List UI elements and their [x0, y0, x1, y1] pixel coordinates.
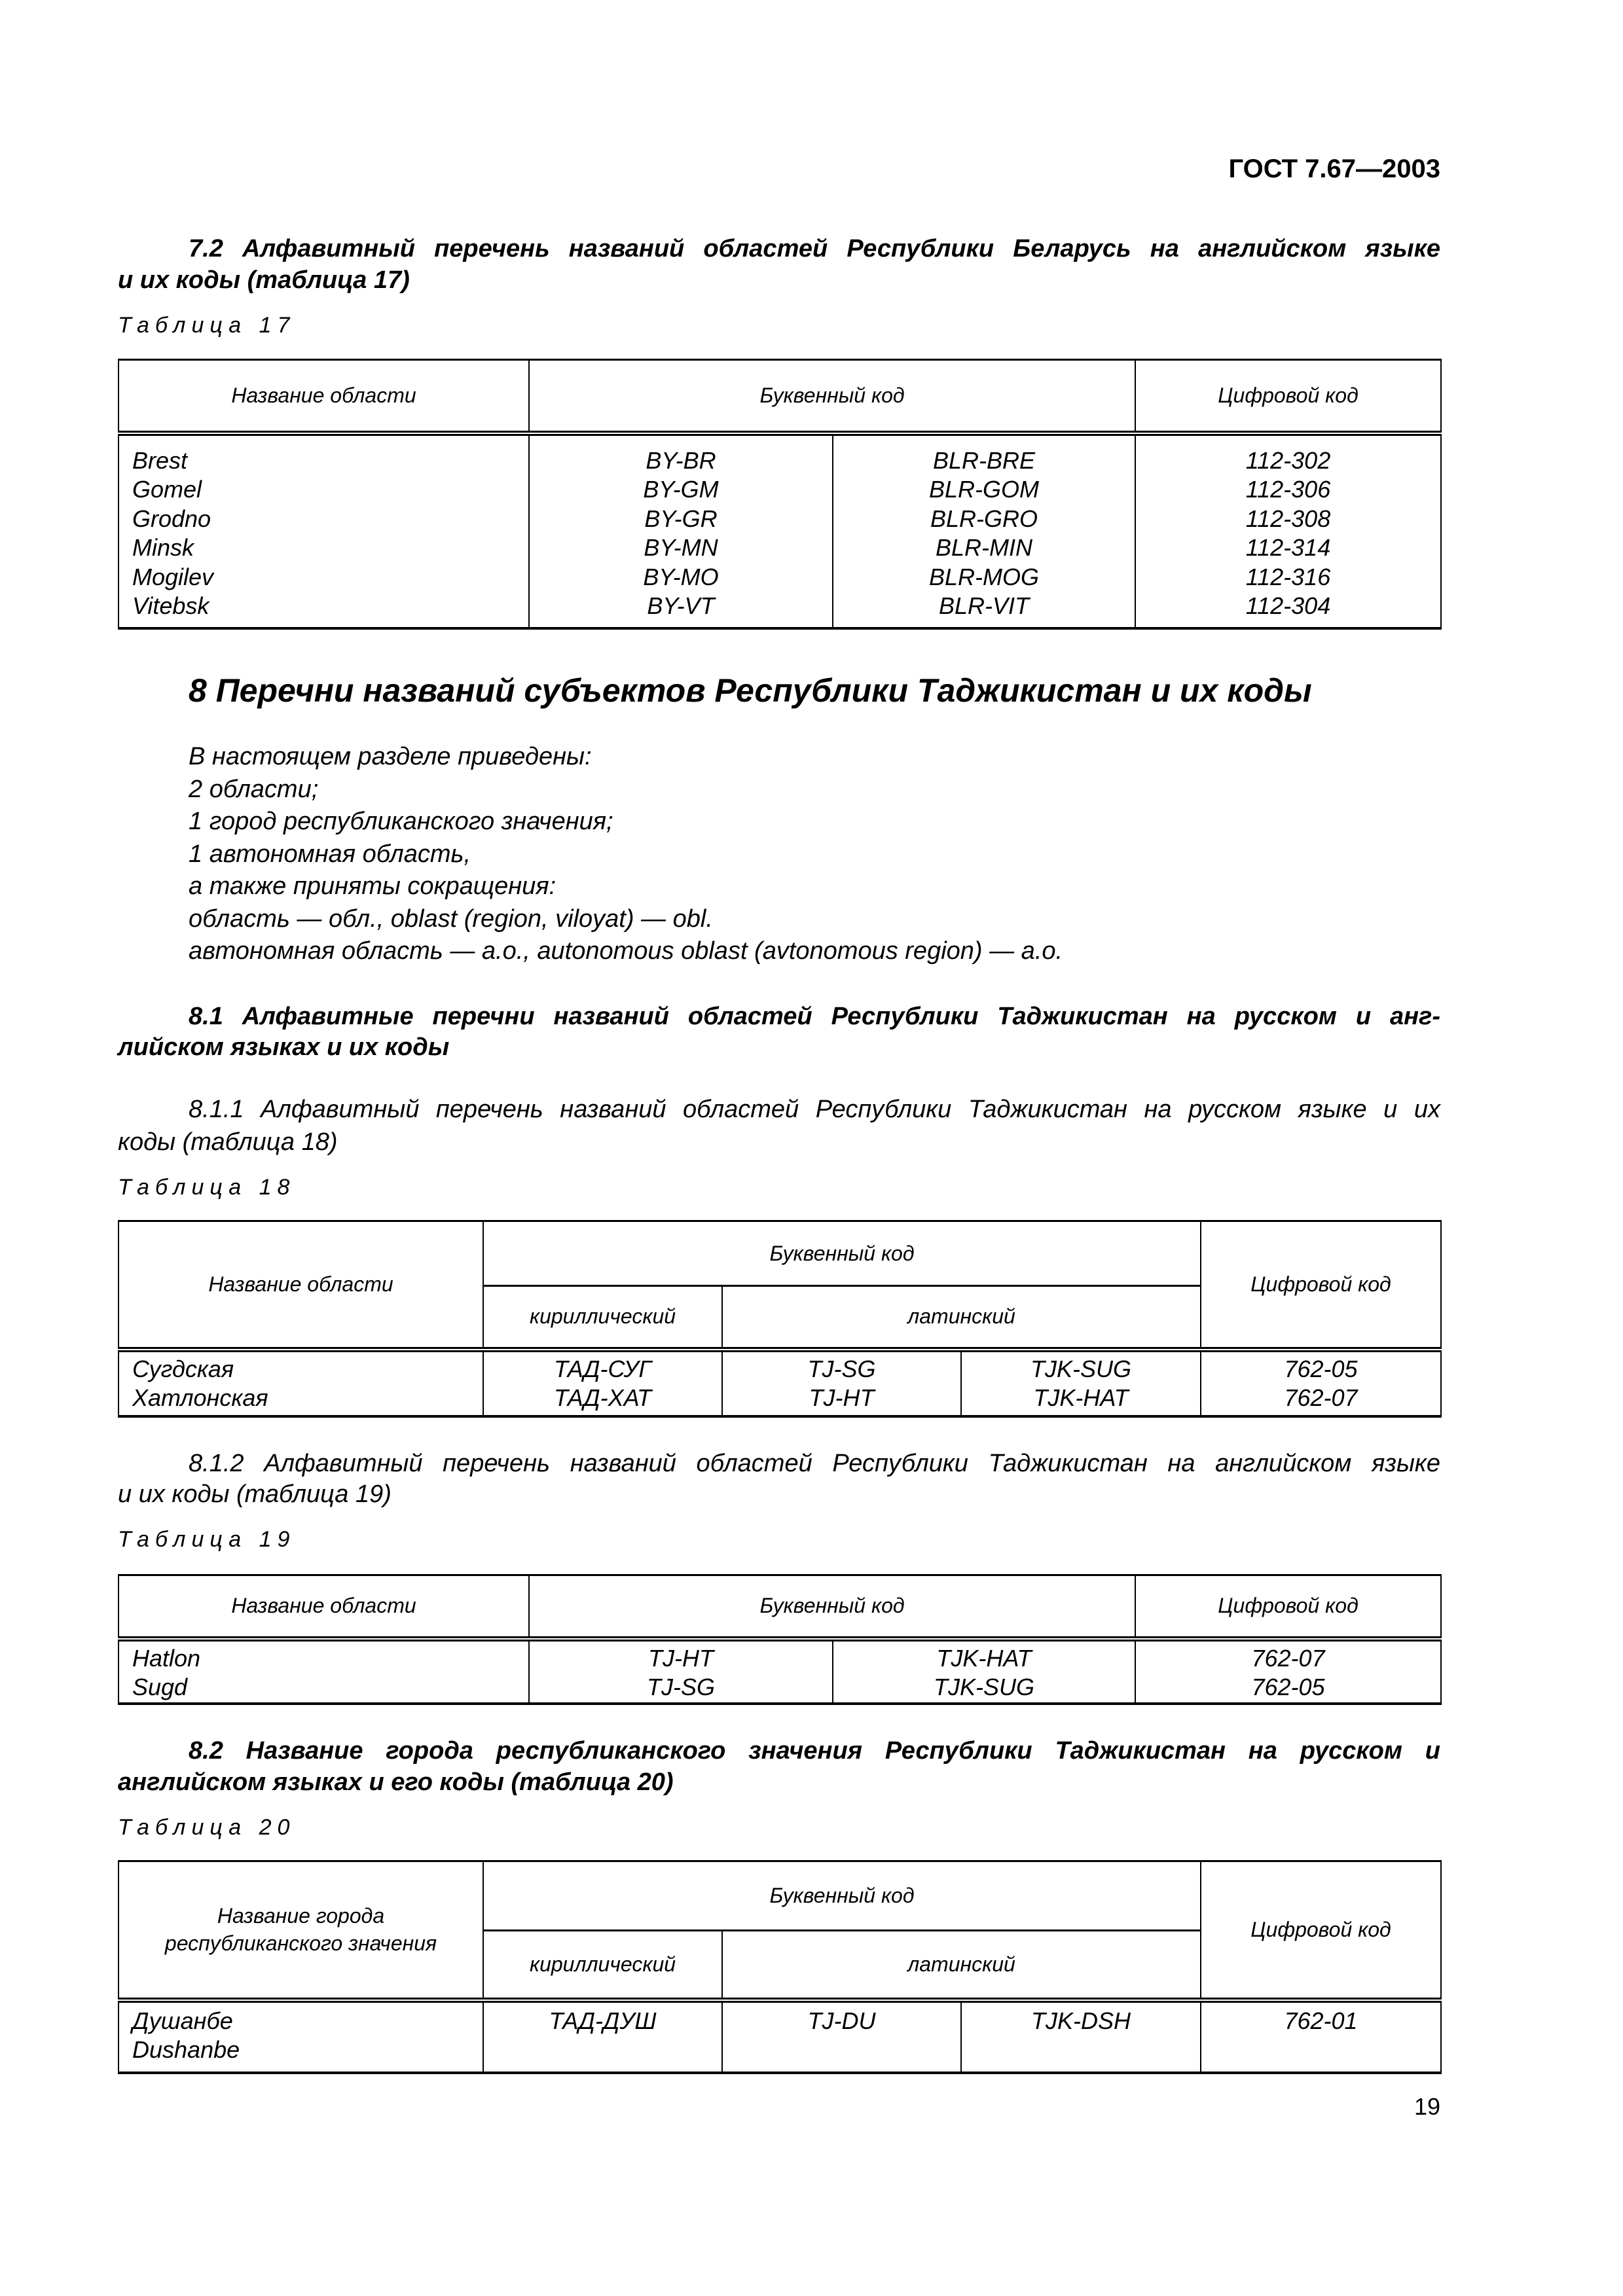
list-line: ТАД-ДУШ — [549, 2007, 657, 2034]
list-line: В настоящем разделе приведены: — [189, 743, 592, 770]
column-alpha3-codes — [961, 2000, 1201, 2073]
header-city-name-line2: республиканского значения — [164, 1931, 437, 1956]
list-line: Grodno — [132, 505, 211, 532]
section-8-1-1-line2: коды (таблица 18) — [118, 1128, 338, 1156]
list-line: Хатлонская — [132, 1384, 268, 1411]
list-line: а также приняты сокращения: — [189, 872, 556, 900]
list-line: BY-GR — [644, 505, 718, 532]
list-line: 762-01 — [1284, 2007, 1358, 2034]
list-line: автономная область — а.о., autonomous oblast (avtonomous region) — a.o. — [189, 937, 1063, 965]
list-line: TJ-DU — [807, 2007, 876, 2034]
column-alpha3-codes — [961, 1350, 1201, 1416]
column-cyrillic-codes — [483, 2000, 722, 2073]
list-line: ТАД-ХАТ — [554, 1384, 651, 1411]
section-8-1-1-line1: 8.1.1 Алфавитный перечень названий областей Республики Таджикистан на русском языке и их — [189, 1096, 1440, 1123]
list-line: TJK-HAT — [936, 1644, 1032, 1672]
header-region-name: Название области — [119, 360, 529, 433]
section-7-2-heading-line1: 7.2 Алфавитный перечень названий областей Республики Беларусь на английском языке — [189, 235, 1440, 262]
header-latin: латинский — [722, 1931, 1201, 2000]
header-latin: латинский — [722, 1286, 1201, 1350]
column-region-names — [119, 433, 529, 628]
list-line: Sugd — [132, 1674, 188, 1700]
list-line: BLR-VIT — [938, 592, 1030, 619]
section-8-1-2-line1: 8.1.2 Алфавитный перечень названий областей Республики Таджикистан на английском языке — [189, 1450, 1440, 1477]
list-line: 112-302 — [1245, 446, 1331, 474]
header-letter-code: Буквенный код — [529, 360, 1135, 433]
table-18 — [118, 1220, 1442, 1418]
list-line: BLR-GRO — [930, 505, 1038, 532]
list-line: Brest — [132, 446, 188, 474]
table-18-caption: Таблица 18 — [118, 1175, 296, 1200]
header-letter-code: Буквенный код — [529, 1575, 1135, 1639]
column-digital-codes — [1135, 433, 1441, 628]
column-region-names — [119, 1350, 483, 1416]
column-digital-codes — [1201, 1350, 1441, 1416]
list-line: Dushanbe — [132, 2036, 240, 2063]
list-line: BLR-MOG — [929, 563, 1040, 590]
table-20 — [118, 1860, 1442, 2074]
list-line: BY-VT — [647, 592, 715, 619]
list-line: BY-BR — [646, 446, 716, 474]
list-line: 112-308 — [1245, 505, 1331, 532]
table-20-caption: Таблица 20 — [118, 1815, 296, 1840]
list-line: Vitebsk — [132, 592, 210, 619]
list-line: BLR-BRE — [932, 446, 1036, 474]
list-line: 112-314 — [1245, 534, 1331, 561]
list-line: 762-07 — [1284, 1384, 1358, 1411]
list-line: TJ-SG — [647, 1674, 715, 1700]
column-alpha2-codes — [722, 2000, 961, 2073]
list-line: 112-316 — [1245, 563, 1331, 590]
list-line: TJ-HT — [809, 1384, 875, 1411]
section-8-2-heading-line1: 8.2 Название города республиканского значения Республики Таджикистан на русском и — [189, 1737, 1440, 1765]
column-digital-codes — [1201, 2000, 1441, 2073]
header-digital-code: Цифровой код — [1201, 1861, 1441, 2000]
list-line: Mogilev — [132, 563, 214, 590]
list-line: Душанбе — [132, 2007, 233, 2034]
list-line: область — обл., oblast (region, viloyat) — obl. — [189, 905, 713, 933]
list-line: BY-GM — [643, 476, 719, 503]
list-line: 112-306 — [1245, 476, 1331, 503]
list-line: TJK-SUG — [1030, 1355, 1131, 1382]
column-region-names — [119, 1639, 529, 1704]
list-line: 2 области; — [189, 775, 319, 803]
list-line: Gomel — [132, 476, 202, 503]
section-8-title: 8 Перечни названий субъектов Республики Таджикистан и их коды — [189, 672, 1312, 709]
list-line: TJK-SUG — [934, 1674, 1035, 1700]
list-line: 762-07 — [1251, 1644, 1325, 1672]
section-8-intro — [189, 741, 1063, 968]
list-line: 1 город республиканского значения; — [189, 808, 613, 835]
table-19-caption: Таблица 19 — [118, 1527, 296, 1552]
column-alpha2-codes — [529, 1639, 833, 1704]
header-city-name — [119, 1861, 483, 2000]
list-line: Hatlon — [132, 1644, 201, 1672]
page-number: 19 — [1413, 2093, 1440, 2120]
list-line: TJK-DSH — [1031, 2007, 1131, 2034]
section-8-1-heading-line2: лийском языках и их коды — [118, 1033, 450, 1061]
column-city-names — [119, 2000, 483, 2073]
header-region-name: Название области — [119, 1575, 529, 1639]
header-city-name-line1: Название города — [217, 1904, 385, 1928]
section-8-1-heading-line1: 8.1 Алфавитные перечни названий областей Республики Таджикистан на русском и анг- — [189, 1003, 1440, 1030]
list-line: BLR-MIN — [936, 534, 1033, 561]
header-digital-code: Цифровой код — [1135, 360, 1441, 433]
column-cyrillic-codes — [483, 1350, 722, 1416]
list-line: Сугдская — [132, 1355, 234, 1382]
table-17 — [118, 359, 1442, 630]
header-cyrillic: кириллический — [483, 1286, 722, 1350]
column-digital-codes — [1135, 1639, 1441, 1704]
header-cyrillic: кириллический — [483, 1931, 722, 2000]
column-alpha2-codes — [722, 1350, 961, 1416]
list-line: 112-304 — [1245, 592, 1331, 619]
header-letter-code: Буквенный код — [483, 1861, 1201, 1931]
list-line: 762-05 — [1251, 1674, 1325, 1700]
document-id: ГОСТ 7.67—2003 — [1228, 154, 1440, 183]
list-line: TJ-SG — [807, 1355, 876, 1382]
header-digital-code: Цифровой код — [1201, 1221, 1441, 1350]
list-line: BY-MO — [643, 563, 719, 590]
list-line: 762-05 — [1284, 1355, 1358, 1382]
list-line: BLR-GOM — [929, 476, 1040, 503]
header-digital-code: Цифровой код — [1135, 1575, 1441, 1639]
list-line: Minsk — [132, 534, 194, 561]
table-19 — [118, 1574, 1442, 1705]
section-8-1-2-line2: и их коды (таблица 19) — [118, 1480, 392, 1508]
section-7-2-heading-line2: и их коды (таблица 17) — [118, 266, 410, 294]
list-line: BY-MN — [644, 534, 718, 561]
column-alpha3-codes — [833, 433, 1135, 628]
column-alpha2-codes — [529, 433, 833, 628]
list-line: TJ-HT — [648, 1644, 714, 1672]
column-alpha3-codes — [833, 1639, 1135, 1704]
section-8-2-heading-line2: английском языках и его коды (таблица 20) — [118, 1768, 674, 1796]
list-line: 1 автономная область, — [189, 840, 471, 868]
header-letter-code: Буквенный код — [483, 1221, 1201, 1286]
list-line: TJK-HAT — [1033, 1384, 1129, 1411]
list-line: ТАД-СУГ — [553, 1355, 652, 1382]
table-17-caption: Таблица 17 — [118, 313, 296, 338]
header-region-name: Название области — [119, 1221, 483, 1350]
